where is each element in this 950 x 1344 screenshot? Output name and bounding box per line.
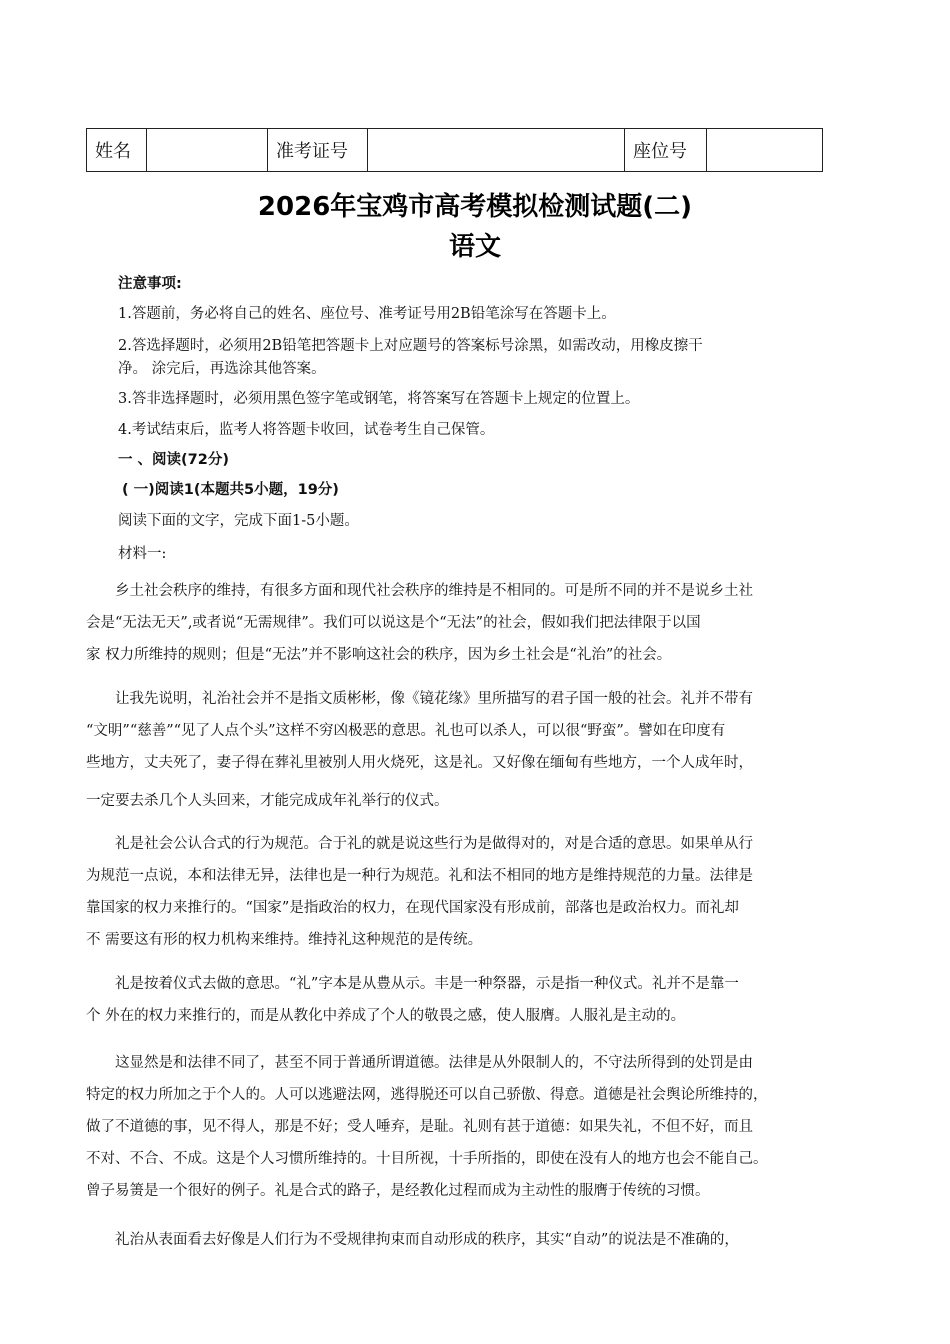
notice-item: 2.答选择题时，必须用2B铅笔把答题卡上对应题号的答案标号涂黑，如需改动，用橡皮擦干	[118, 338, 703, 354]
text-line: 礼治从表面看去好像是人们行为不受规律拘束而自动形成的秩序，其实“自动”的说法是不准确的，	[115, 1232, 739, 1248]
exam-id-label: 准考证号	[268, 129, 368, 172]
text-line: 些地方，丈夫死了，妻子得在葬礼里被别人用火烧死，这是礼。又好像在缅甸有些地方，一个人成年时，	[86, 755, 753, 771]
subsection-heading: ( 一)阅读1(本题共5小题，19分)	[122, 482, 339, 498]
seat-label: 座位号	[625, 129, 707, 172]
text-line: 礼是按着仪式去做的意思。“礼”字本是从豊从示。丰是一种祭器，示是指一种仪式。礼并不是靠一	[115, 976, 739, 992]
exam-id-field[interactable]	[368, 129, 625, 172]
text-line: “文明”“慈善”“见了人点个头”这样不穷凶极恶的意思。礼也可以杀人，可以很“野蛮”。譬如在印度有	[86, 723, 726, 739]
text-line: 做了不道德的事，见不得人，那是不好；受人唾弃，是耻。礼则有甚于道德：如果失礼，不但不好，而且	[86, 1119, 753, 1135]
text-line: 不 需要这有形的权力机构来维持。维持礼这种规范的是传统。	[86, 932, 483, 948]
name-label: 姓名	[87, 129, 147, 172]
seat-field[interactable]	[707, 129, 823, 172]
notice-item: 净。 涂完后，再选涂其他答案。	[118, 361, 326, 377]
text-line: 靠国家的权力来推行的。“国家”是指政治的权力，在现代国家没有形成前，部落也是政治权力。而礼却	[86, 900, 739, 916]
notice-item: 4.考试结束后，监考人将答题卡收回，试卷考生自己保管。	[118, 422, 495, 438]
text-line: 特定的权力所加之于个人的。人可以逃避法网，逃得脱还可以自己骄傲、得意。道德是社会舆论所维持的，	[86, 1087, 768, 1103]
text-line: 个 外在的权力来推行的，而是从教化中养成了个人的敬畏之感，使人服膺。人服礼是主动的。	[86, 1008, 686, 1024]
candidate-info-table	[86, 128, 823, 172]
paragraph-3	[86, 828, 856, 956]
text-line: 这显然是和法律不同了，甚至不同于普通所谓道德。法律是从外限制人的，不守法所得到的处罚是由	[115, 1055, 753, 1071]
paragraph-2	[86, 683, 856, 817]
exam-title: 2026年宝鸡市高考模拟检测试题(二)	[257, 192, 693, 222]
text-line: 为规范一点说，本和法律无异，法律也是一种行为规范。礼和法不相同的地方是维持规范的力量。法律是	[86, 868, 753, 884]
instruction-text: 阅读下面的文字，完成下面1-5小题。	[118, 513, 359, 529]
material-label: 材料一:	[118, 546, 167, 562]
name-field[interactable]	[147, 129, 268, 172]
text-line: 让我先说明，礼治社会并不是指文质彬彬，像《镜花缘》里所描写的君子国一般的社会。礼并不带有	[115, 691, 753, 707]
text-line: 家 权力所维持的规则；但是“无法”并不影响这社会的秩序，因为乡土社会是“礼治”的社会。	[86, 647, 672, 663]
text-line: 一定要去杀几个人头回来，才能完成成年礼举行的仪式。	[86, 793, 449, 809]
text-line: 乡土社会秩序的维持，有很多方面和现代社会秩序的维持是不相同的。可是所不同的并不是说乡土社	[115, 583, 753, 599]
notice-item: 1.答题前，务必将自己的姓名、座位号、准考证号用2B铅笔涂写在答题卡上。	[118, 306, 616, 322]
paragraph-1	[86, 575, 856, 671]
text-line: 不对、不合、不成。这是个人习惯所维持的。十目所视，十手所指的，即使在没有人的地方也会不能自己。	[86, 1151, 768, 1167]
notice-item: 3.答非选择题时，必须用黑色签字笔或钢笔，将答案写在答题卡上规定的位置上。	[118, 391, 640, 407]
text-line: 会是“无法无天”,或者说“无需规律”。我们可以说这是个“无法”的社会，假如我们把法律限于以国	[86, 615, 701, 631]
subject-title: 语文	[448, 232, 501, 262]
paragraph-4	[86, 968, 856, 1032]
section-heading: 一 、阅读(72分)	[118, 452, 229, 468]
paragraph-6	[86, 1224, 856, 1256]
paragraph-5	[86, 1047, 856, 1207]
text-line: 礼是社会公认合式的行为规范。合于礼的就是说这些行为是做得对的，对是合适的意思。如果单从行	[115, 836, 753, 852]
text-line: 曾子易箦是一个很好的例子。礼是合式的路子，是经教化过程而成为主动性的服膺于传统的习惯。	[86, 1183, 710, 1199]
notice-heading: 注意事项:	[118, 276, 182, 292]
